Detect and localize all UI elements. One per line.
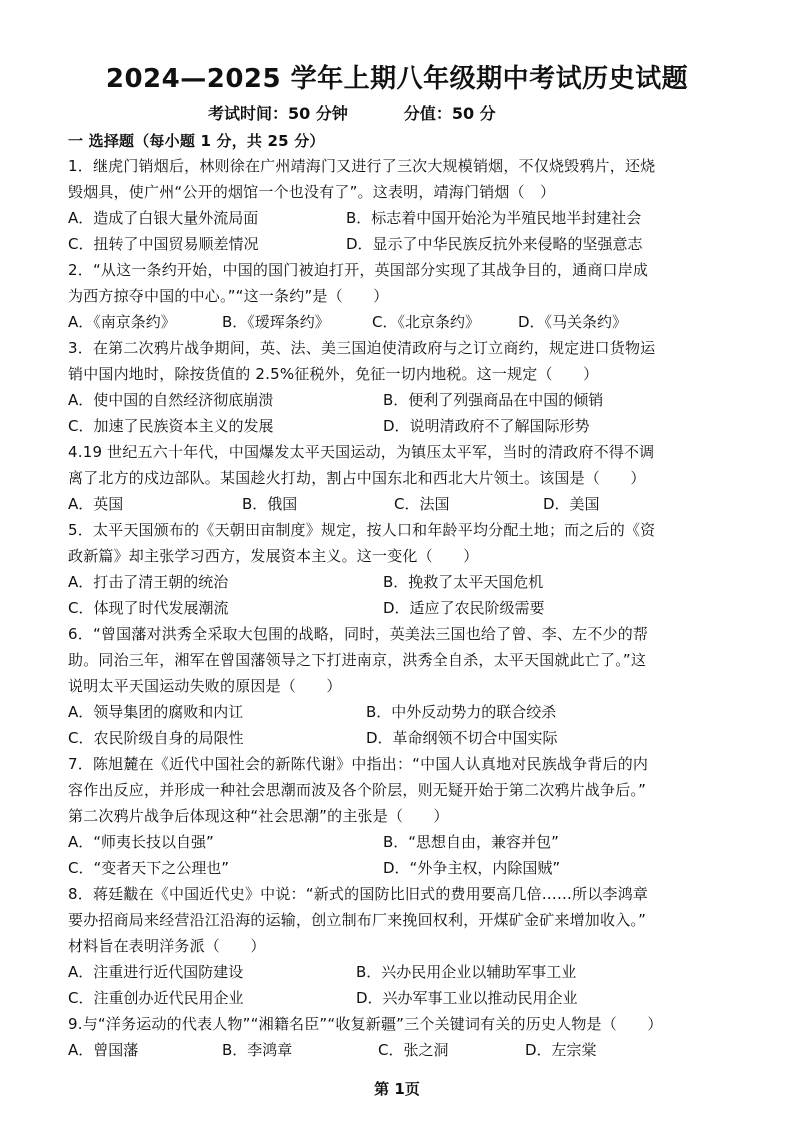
question-line: 2．“从这一条约开始，中国的国门被迫打开，英国部分实现了其战争目的，通商口岸成: [68, 261, 649, 279]
question-line: 容作出反应，并形成一种社会思潮而波及各个阶层，则无疑开始于第二次鸦片战争后。”: [68, 781, 647, 799]
exam-score: 分值：50 分: [403, 104, 496, 123]
option: A．注重进行近代国防建设: [68, 963, 244, 981]
option: A．造成了白银大量外流局面: [68, 209, 259, 227]
question-line: 毁烟具，使广州“公开的烟馆一个也没有了”。这表明，靖海门销烟（ ）: [68, 183, 556, 201]
question-line: 4.19 世纪五六十年代，中国爆发太平天国运动，为镇压太平军，当时的清政府不得不调: [68, 443, 655, 461]
question-line: 离了北方的戍边部队。某国趁火打劫，割占中国东北和西北大片领土。该国是（ ）: [68, 469, 646, 487]
option: A．英国: [68, 495, 124, 513]
question-line: 政新篇》却主张学习西方，发展资本主义。这一变化（ ）: [68, 547, 479, 565]
option: B．中外反动势力的联合绞杀: [366, 703, 557, 721]
question-line: 6．“曾国藩对洪秀全采取大包围的战略，同时，英美法三国也给了曾、李、左不少的帮: [68, 625, 649, 643]
question-line: 助。同治三年，湘军在曾国藩领导之下打进南京，洪秀全自杀，太平天国就此亡了。”这: [68, 651, 647, 669]
option: C．“变者天下之公理也”: [68, 859, 230, 877]
option: B．兴办民用企业以辅助军事工业: [356, 963, 577, 981]
option: A．《南京条约》: [68, 313, 176, 331]
option: D．左宗棠: [525, 1041, 597, 1059]
option: B．挽救了太平天国危机: [383, 573, 544, 591]
question-line: 要办招商局来经营沿江沿海的运输，创立制布厂来挽回权利，开煤矿金矿来增加收入。”: [68, 911, 647, 929]
option: D．显示了中华民族反抗外来侵略的坚强意志: [346, 235, 643, 253]
question-line: 销中国内地时，除按货值的 2.5%征税外，免征一切内地税。这一规定（ ）: [68, 365, 599, 383]
question-line: 为西方掠夺中国的中心。”“这一条约”是（ ）: [68, 287, 389, 305]
option: C．《北京条约》: [372, 313, 480, 331]
option: A．曾国藩: [68, 1041, 139, 1059]
option: D．说明清政府不了解国际形势: [383, 417, 590, 435]
option: A．使中国的自然经济彻底崩溃: [68, 391, 274, 409]
option: B．《瑷珲条约》: [222, 313, 330, 331]
option: A．“师夷长技以自强”: [68, 833, 214, 851]
option: C．农民阶级自身的局限性: [68, 729, 244, 747]
exam-info: [208, 101, 496, 124]
option: B．标志着中国开始沦为半殖民地半封建社会: [346, 209, 642, 227]
option: D．《马关条约》: [518, 313, 628, 331]
option: A．打击了清王朝的统治: [68, 573, 229, 591]
option: D．“外争主权，内除国贼”: [383, 859, 561, 877]
question-line: 7．陈旭麓在《近代中国社会的新陈代谢》中指出：“中国人认真地对民族战争背后的内: [68, 755, 649, 773]
page-title: 2024—2025 学年上期八年级期中考试历史试题: [105, 64, 689, 94]
option: B．俄国: [242, 495, 298, 513]
option: B．便利了列强商品在中国的倾销: [383, 391, 604, 409]
question-line: 8．蒋廷黻在《中国近代史》中说：“新式的国防比旧式的费用要高几倍……所以李鸿章: [68, 885, 649, 903]
page-number: 第 1页: [374, 1080, 420, 1098]
question-line: 材料旨在表明洋务派（ ）: [68, 937, 266, 955]
option: C．扭转了中国贸易顺差情况: [68, 235, 259, 253]
option: D．革命纲领不切合中国实际: [366, 729, 558, 747]
question-line: 5．太平天国颁布的《天朝田亩制度》规定，按人口和年龄平均分配土地；而之后的《资: [68, 521, 656, 539]
option: D．兴办军事工业以推动民用企业: [356, 989, 578, 1007]
section-heading: 一 选择题（每小题 1 分，共 25 分）: [68, 132, 325, 150]
option: C．法国: [394, 495, 450, 513]
option: A．领导集团的腐败和内讧: [68, 703, 244, 721]
exam-time: 考试时间：50 分钟: [208, 104, 348, 123]
option: D．适应了农民阶级需要: [383, 599, 545, 617]
option: B．“思想自由，兼容并包”: [383, 833, 559, 851]
option: C．体现了时代发展潮流: [68, 599, 229, 617]
option: C．注重创办近代民用企业: [68, 989, 244, 1007]
option: B．李鸿章: [222, 1041, 293, 1059]
question-line: 说明太平天国运动失败的原因是（ ）: [68, 677, 342, 695]
question-line: 第二次鸦片战争后体现这种“社会思潮”的主张是（ ）: [68, 807, 449, 825]
question-line: 1．继虎门销烟后，林则徐在广州靖海门又进行了三次大规模销烟，不仅烧毁鸦片，还烧: [68, 157, 656, 175]
option: C．张之洞: [378, 1041, 449, 1059]
question-line: 3．在第二次鸦片战争期间，英、法、美三国迫使清政府与之订立商约，规定进口货物运: [68, 339, 656, 357]
option: D．美国: [543, 495, 600, 513]
question-line: 9.与“洋务运动的代表人物”“湘籍名臣”“收复新疆”三个关键词有关的历史人物是（ ）: [68, 1015, 663, 1033]
option: C．加速了民族资本主义的发展: [68, 417, 274, 435]
